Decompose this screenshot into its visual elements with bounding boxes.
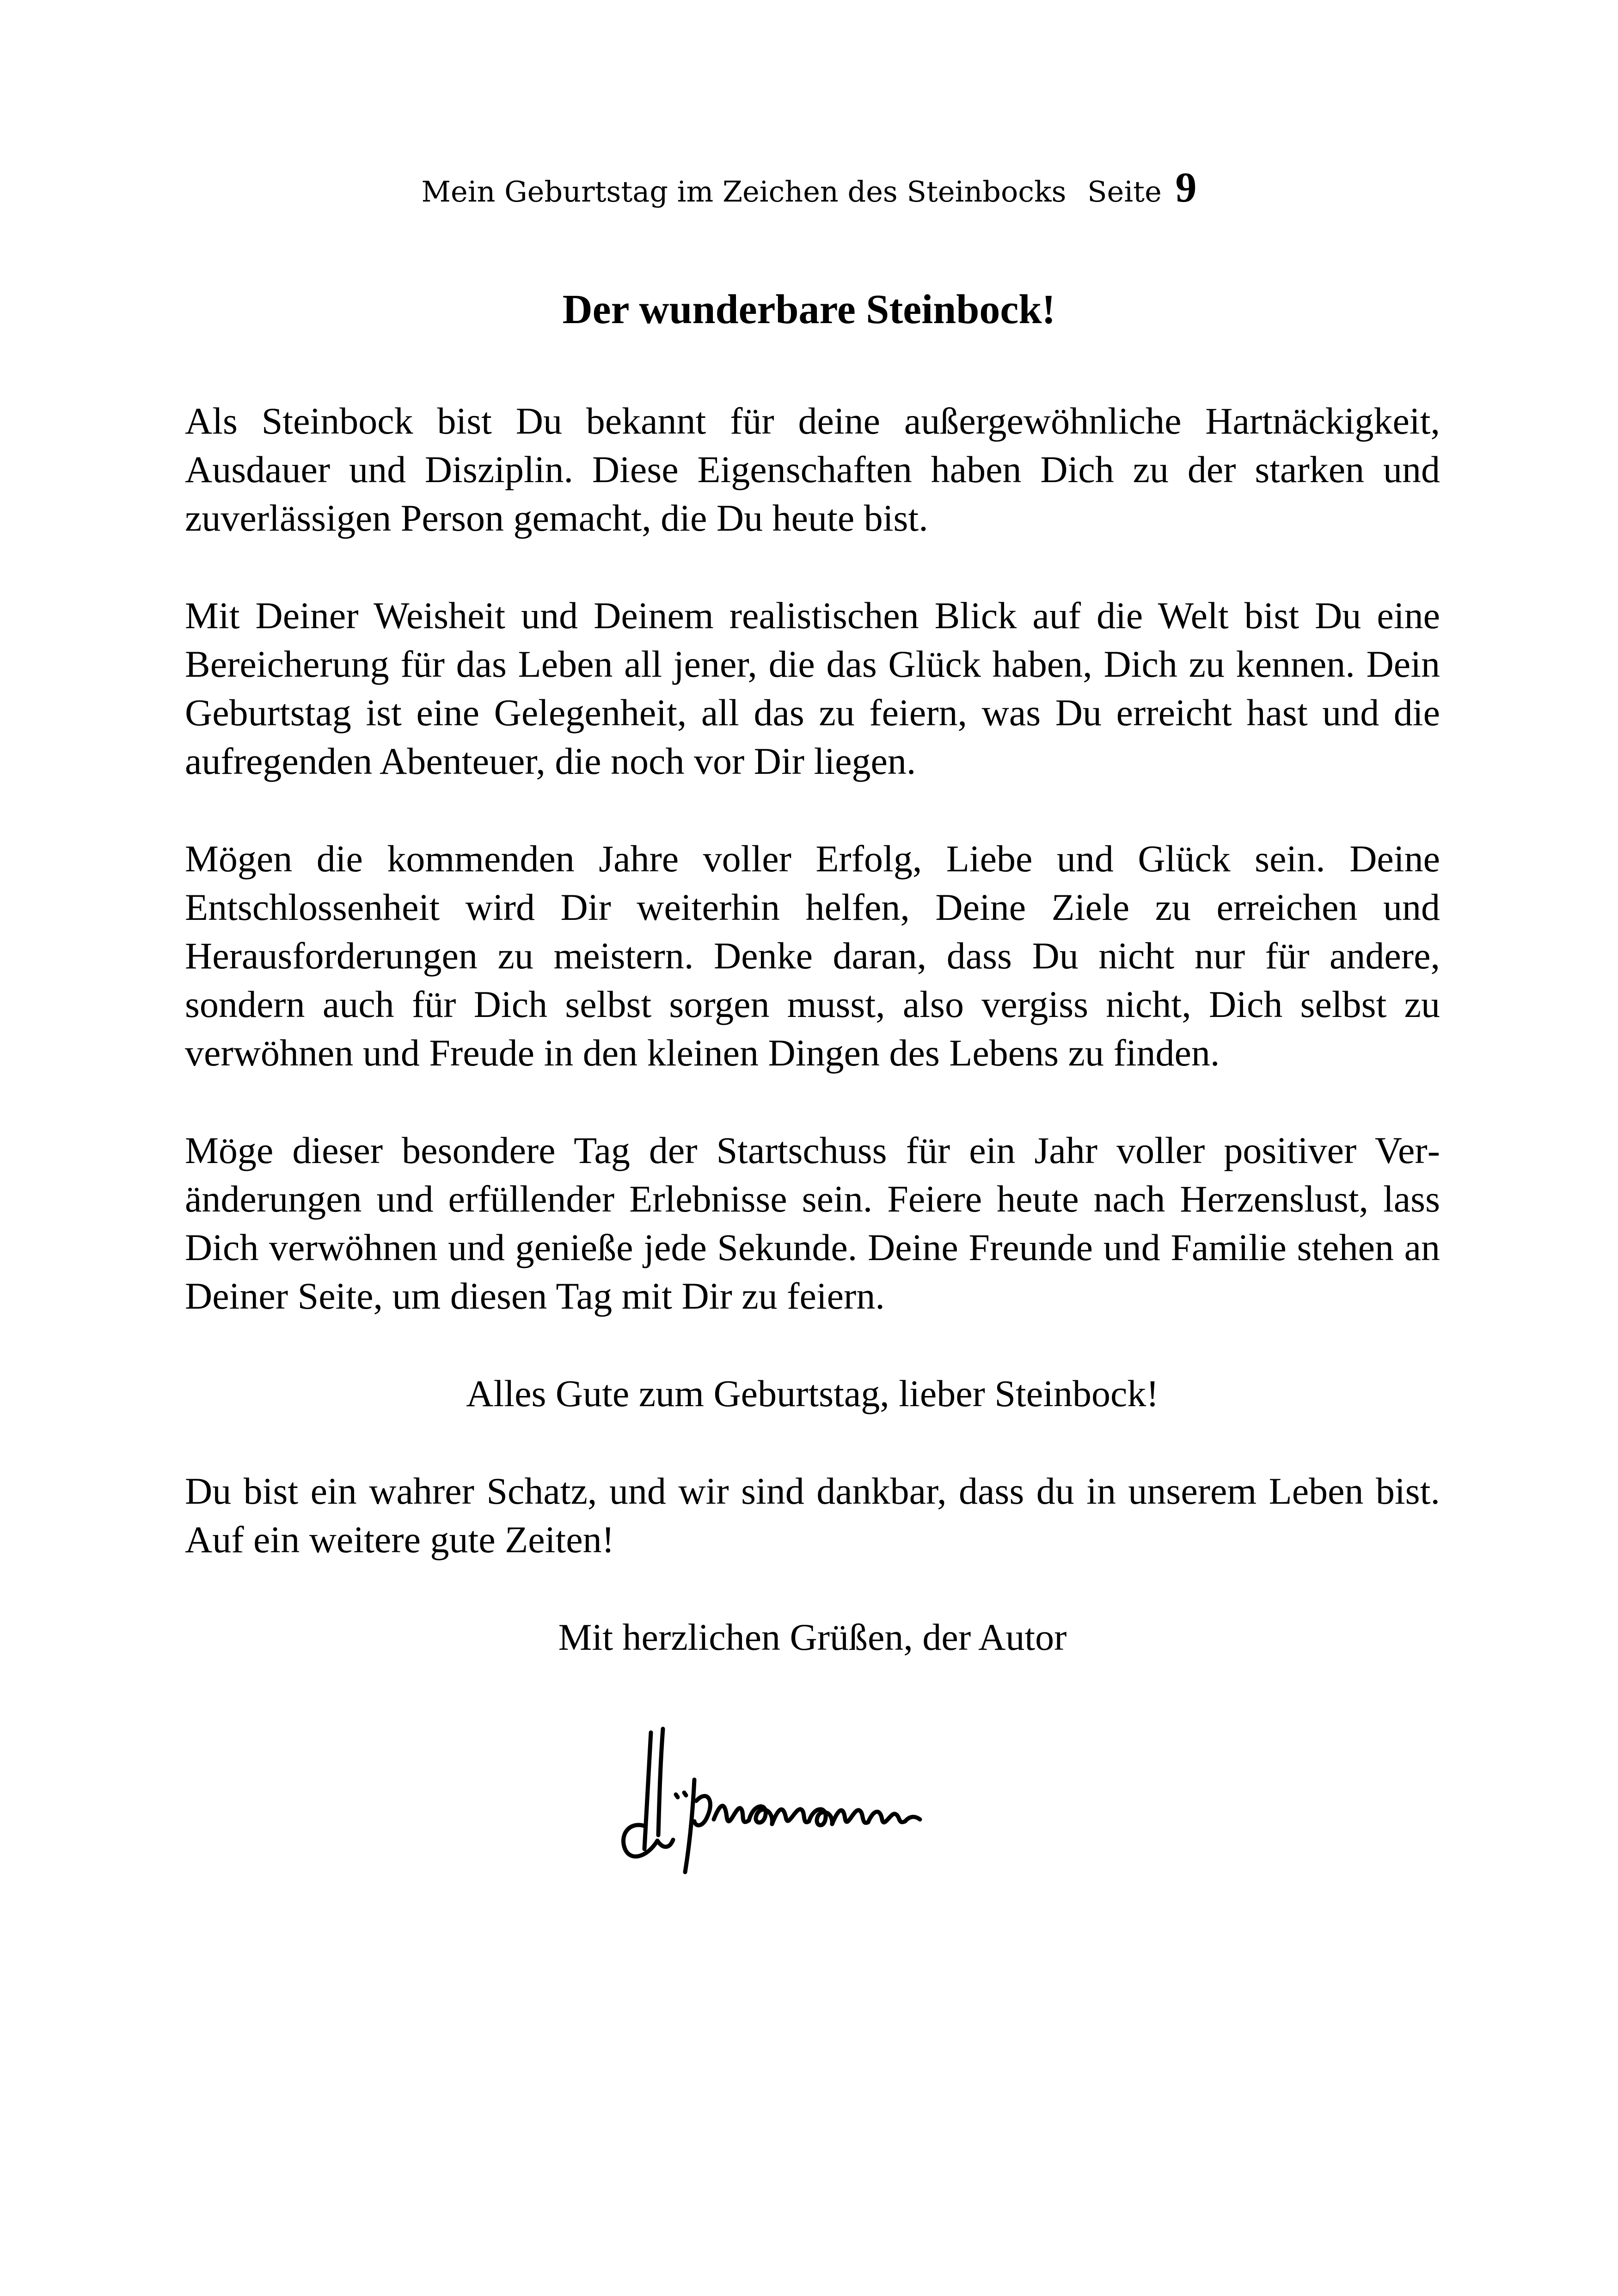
letter-body: [185, 397, 1440, 1710]
author-signature: [615, 1710, 948, 1877]
closing-paragraph: Du bist ein wahrer Schatz, und wir sind dankbar, dass du in unserem Leben bist. Auf ein weitere gute Zeiten!: [185, 1470, 1440, 1561]
paragraph-2: Mit Deiner Weisheit und Deinem realistischen Blick auf die Welt bist Du eine Bereicherung für das Leben all jener, die das Glück haben, Dich zu kennen. Dein Geburtstag ist eine Gelegenheit, all das zu feiern, was Du erreicht hast und die aufregenden Abenteuer, die noch vor Dir liegen.: [185, 594, 1440, 782]
running-title: Mein Geburtstag im Zeichen des Steinbocks: [421, 175, 1066, 208]
page-number: 9: [1175, 164, 1197, 211]
paragraph-1: Als Steinbock bist Du bekannt für deine außergewöhnliche Hartnäckigkeit, Ausdauer und Disziplin. Diese Eigenschaften haben Dich zu der starken und zuverlässigen Person gemacht, die Du heute bist.: [185, 400, 1440, 539]
page-label: Seite: [1087, 175, 1162, 208]
birthday-wish: Alles Gute zum Geburtstag, lieber Steinbock!: [466, 1372, 1159, 1414]
signoff: Mit herzlichen Grüßen, der Autor: [558, 1616, 1067, 1658]
paragraph-4: Möge dieser besondere Tag der Startschuss für ein Jahr voller positiver Veränderungen und erfüllender Erlebnisse sein. Feiere heute nach Herzenslust, lass Dich verwöhnen und genieße jede Sekunde. Deine Freunde und Familie stehen an Deiner Seite, um diesen Tag mit Dir zu feiern.: [185, 1129, 1440, 1317]
page-title: Der wunderbare Steinbock!: [562, 287, 1056, 332]
running-header: [0, 164, 1618, 215]
paragraph-3: Mögen die kommenden Jahre voller Erfolg, Liebe und Glück sein. Deine Entschlossenheit wird Dir weiterhin helfen, Deine Ziele zu erreichen und Herausforderungen zu meistern. Denke daran, dass Du nicht nur für andere, sondern auch für Dich selbst sorgen musst, also vergiss nicht, Dich selbst zu verwöhnen und Freude in den kleinen Dingen des Lebens zu finden.: [185, 838, 1440, 1074]
